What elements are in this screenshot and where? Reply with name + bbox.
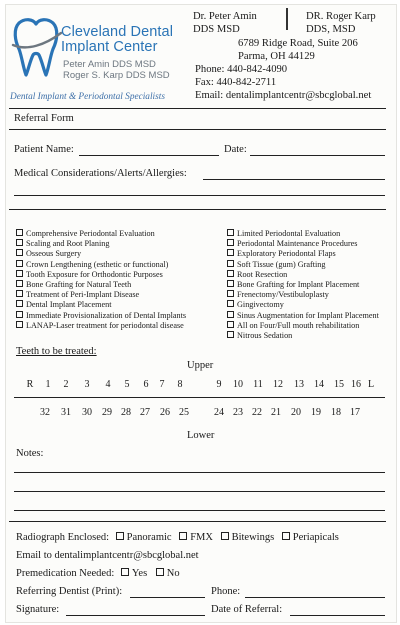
procedure-item[interactable] (16, 300, 186, 310)
tooth-button[interactable]: 26 (160, 407, 170, 418)
checkbox[interactable] (227, 300, 234, 307)
fmx-option[interactable] (179, 532, 213, 543)
checkbox[interactable] (227, 229, 234, 236)
header-divider (286, 8, 288, 30)
procedure-label: Comprehensive Periodontal Evaluation (26, 229, 155, 238)
procedure-label: Soft Tissue (gum) Grafting (237, 259, 326, 269)
procedure-label: Osseous Surgery (26, 249, 82, 259)
procedure-label: All on Four/Full mouth rehabilitation (237, 320, 360, 330)
tooth-button[interactable]: 12 (273, 379, 283, 390)
procedure-item[interactable] (227, 300, 379, 310)
tooth-button[interactable]: 28 (121, 407, 131, 418)
phone-number: Phone: 440-842-4090 (195, 64, 288, 75)
procedure-label: Nitrous Sedation (237, 331, 293, 341)
checkbox[interactable] (16, 229, 23, 236)
procedure-item[interactable] (227, 249, 379, 259)
procedure-label: Tooth Exposure for Orthodontic Purposes (26, 269, 163, 279)
doctor2-name: DR. Roger Karp (306, 11, 376, 22)
checkbox[interactable] (16, 321, 23, 328)
checkbox[interactable] (227, 321, 234, 328)
address-line2: Parma, OH 44129 (238, 51, 315, 62)
procedure-item[interactable] (227, 260, 379, 270)
checkbox[interactable] (227, 280, 234, 287)
tooth-button[interactable]: 29 (102, 407, 112, 418)
premedication-label: Premedication Needed: (16, 568, 115, 579)
email-instruction: Email to dentalimplantcentr@sbcglobal.net (16, 550, 199, 561)
practice-name-line1: Cleveland Dental (61, 24, 174, 40)
procedure-label: Root Resection (237, 269, 288, 279)
phone-field[interactable] (245, 597, 385, 598)
procedure-label: Scaling and Root Planing (26, 239, 110, 249)
tooth-button[interactable]: 1 (45, 379, 51, 390)
practice-doctor-2: Roger S. Karp DDS MSD (63, 70, 170, 81)
checkbox[interactable] (282, 532, 290, 540)
patient-name-field[interactable] (79, 155, 219, 156)
procedure-item[interactable] (16, 260, 186, 270)
tooth-button[interactable]: 3 (84, 379, 90, 390)
teeth-heading: Teeth to be treated: (16, 346, 97, 357)
periapicals-option[interactable] (282, 532, 339, 543)
form-title: Referral Form (14, 113, 74, 124)
notes-line[interactable] (14, 510, 385, 511)
premed-no-option[interactable] (156, 568, 180, 579)
procedure-label: Dental Implant Placement (26, 300, 112, 310)
notes-label: Notes: (16, 448, 44, 459)
checkbox[interactable] (227, 260, 234, 267)
procedures-left-list (16, 229, 186, 331)
lower-label: Lower (187, 430, 215, 441)
tooth-button[interactable]: 5 (124, 379, 130, 390)
tooth-button[interactable]: 14 (314, 379, 324, 390)
email-address[interactable]: Email: dentalimplantcentr@sbcglobal.net (195, 90, 372, 101)
header-rule (9, 108, 386, 109)
checkbox[interactable] (116, 532, 124, 540)
radiograph-label: Radiograph Enclosed: (16, 532, 110, 543)
tooth-button[interactable]: 10 (233, 379, 243, 390)
procedure-label: Crown Lengthening (esthetic or functional) (26, 259, 169, 269)
referring-dentist-label: Referring Dentist (Print): (16, 586, 123, 597)
procedure-item[interactable] (227, 280, 379, 290)
checkbox[interactable] (16, 290, 23, 297)
procedure-item[interactable] (16, 321, 186, 331)
tooth-button[interactable]: 32 (40, 407, 50, 418)
date-of-referral-label: Date of Referral: (211, 604, 283, 615)
option-label: Periapicals (292, 532, 339, 543)
procedure-label: Treatment of Peri-Implant Disease (26, 290, 140, 300)
tooth-button[interactable]: 15 (334, 379, 344, 390)
procedure-label: Limited Periodontal Evaluation (237, 229, 341, 238)
medical-label: Medical Considerations/Alerts/Allergies: (14, 168, 187, 179)
premedication-row (16, 568, 180, 579)
upper-label: Upper (187, 360, 214, 371)
checkbox[interactable] (16, 280, 23, 287)
procedure-item[interactable] (16, 280, 186, 290)
checkbox[interactable] (16, 260, 23, 267)
procedure-item[interactable] (16, 249, 186, 259)
upper-teeth-row (0, 379, 400, 393)
medical-field-2[interactable] (14, 195, 385, 196)
procedure-item[interactable] (16, 311, 186, 321)
procedures-right-list (227, 229, 379, 341)
tooth-button[interactable]: 23 (233, 407, 243, 418)
tooth-button[interactable]: 7 (159, 379, 165, 390)
procedure-item[interactable] (227, 270, 379, 280)
checkbox[interactable] (227, 331, 234, 338)
checkbox[interactable] (179, 532, 187, 540)
procedure-label: Gingivectomy (237, 300, 284, 310)
tooth-button[interactable]: 21 (271, 407, 281, 418)
procedure-label: Sinus Augmentation for Implant Placement (237, 310, 379, 320)
procedure-label: LANAP-Laser treatment for periodontal disease (26, 320, 184, 330)
checkbox[interactable] (227, 239, 234, 246)
option-label: FMX (190, 532, 213, 543)
procedure-item[interactable] (227, 229, 379, 239)
tooth-button[interactable]: 2 (63, 379, 69, 390)
signature-label: Signature: (16, 604, 60, 615)
checkbox[interactable] (227, 311, 234, 318)
option-label: No (166, 568, 180, 579)
checkbox[interactable] (16, 249, 23, 256)
checkbox[interactable] (16, 270, 23, 277)
procedure-label: Frenectomy/Vestibuloplasty (237, 290, 329, 300)
option-label: Panoramic (126, 532, 172, 543)
practice-name-line2: Implant Center (61, 39, 158, 55)
practice-doctor-1: Peter Amin DDS MSD (63, 59, 156, 70)
phone-label: Phone: (211, 586, 241, 597)
bitewings-option[interactable] (221, 532, 275, 543)
checkbox[interactable] (16, 300, 23, 307)
tooth-button[interactable]: 25 (179, 407, 189, 418)
procedure-item[interactable] (16, 229, 186, 239)
tooth-button[interactable]: 24 (214, 407, 224, 418)
referring-dentist-field[interactable] (130, 597, 205, 598)
checkbox[interactable] (16, 311, 23, 318)
patient-name-label: Patient Name: (14, 144, 74, 155)
checkbox[interactable] (227, 249, 234, 256)
checkbox[interactable] (16, 239, 23, 246)
premed-yes-option[interactable] (121, 568, 147, 579)
right-marker: R (26, 379, 34, 390)
procedure-item[interactable] (227, 290, 379, 300)
checkbox[interactable] (121, 568, 129, 576)
checkbox[interactable] (156, 568, 164, 576)
tooth-button[interactable]: 11 (253, 379, 263, 390)
tooth-button[interactable]: 19 (311, 407, 321, 418)
procedure-item[interactable] (16, 270, 186, 280)
tooth-logo-icon (9, 15, 63, 79)
procedure-item[interactable] (227, 311, 379, 321)
procedure-label: Exploratory Periodontal Flaps (237, 249, 336, 259)
tooth-button[interactable]: 9 (216, 379, 222, 390)
tooth-button[interactable]: 27 (140, 407, 150, 418)
procedure-label: Bone Grafting for Natural Teeth (26, 280, 132, 290)
title-rule (9, 129, 386, 130)
procedure-label: Periodontal Maintenance Procedures (237, 239, 358, 249)
notes-line[interactable] (14, 472, 385, 473)
doctor1-name: Dr. Peter Amin (193, 11, 257, 22)
tooth-button[interactable]: 6 (143, 379, 149, 390)
practice-tagline: Dental Implant & Periodontal Specialists (10, 92, 165, 102)
tooth-button[interactable]: 30 (82, 407, 92, 418)
procedure-item[interactable] (227, 239, 379, 249)
date-of-referral-field[interactable] (290, 615, 385, 616)
date-field[interactable] (250, 155, 385, 156)
medical-field-1[interactable] (203, 179, 385, 180)
procedure-item[interactable] (16, 290, 186, 300)
tooth-button[interactable]: 16 (351, 379, 361, 390)
tooth-button[interactable]: 13 (294, 379, 304, 390)
doctor2-degree: DDS, MSD (306, 24, 356, 35)
tooth-button[interactable]: 31 (61, 407, 71, 418)
date-label: Date: (224, 144, 247, 155)
procedure-item[interactable] (16, 239, 186, 249)
tooth-button[interactable]: 17 (350, 407, 360, 418)
left-marker: L (367, 379, 375, 390)
panoramic-option[interactable] (116, 532, 172, 543)
checkbox[interactable] (227, 270, 234, 277)
medical-rule (9, 209, 386, 210)
radiograph-row (16, 532, 339, 543)
procedure-item[interactable] (227, 331, 379, 341)
checkbox[interactable] (221, 532, 229, 540)
tooth-button[interactable]: 4 (105, 379, 111, 390)
tooth-button[interactable]: 22 (252, 407, 262, 418)
doctor1-degree: DDS MSD (193, 24, 240, 35)
fax-number: Fax: 440-842-2711 (195, 77, 277, 88)
notes-line[interactable] (14, 491, 385, 492)
option-label: Yes (131, 568, 148, 579)
option-label: Bitewings (231, 532, 275, 543)
procedure-label: Bone Grafting for Implant Placement (237, 280, 360, 290)
signature-field[interactable] (66, 615, 205, 616)
tooth-button[interactable]: 8 (177, 379, 183, 390)
tooth-button[interactable]: 20 (291, 407, 301, 418)
lower-teeth-row (0, 407, 400, 421)
tooth-button[interactable]: 18 (331, 407, 341, 418)
tooth-chart-divider (14, 397, 385, 398)
procedure-label: Immediate Provisionalization of Dental Implants (26, 310, 187, 320)
procedure-item[interactable] (227, 321, 379, 331)
notes-rule (9, 521, 386, 522)
address-line1: 6789 Ridge Road, Suite 206 (238, 38, 358, 49)
checkbox[interactable] (227, 290, 234, 297)
